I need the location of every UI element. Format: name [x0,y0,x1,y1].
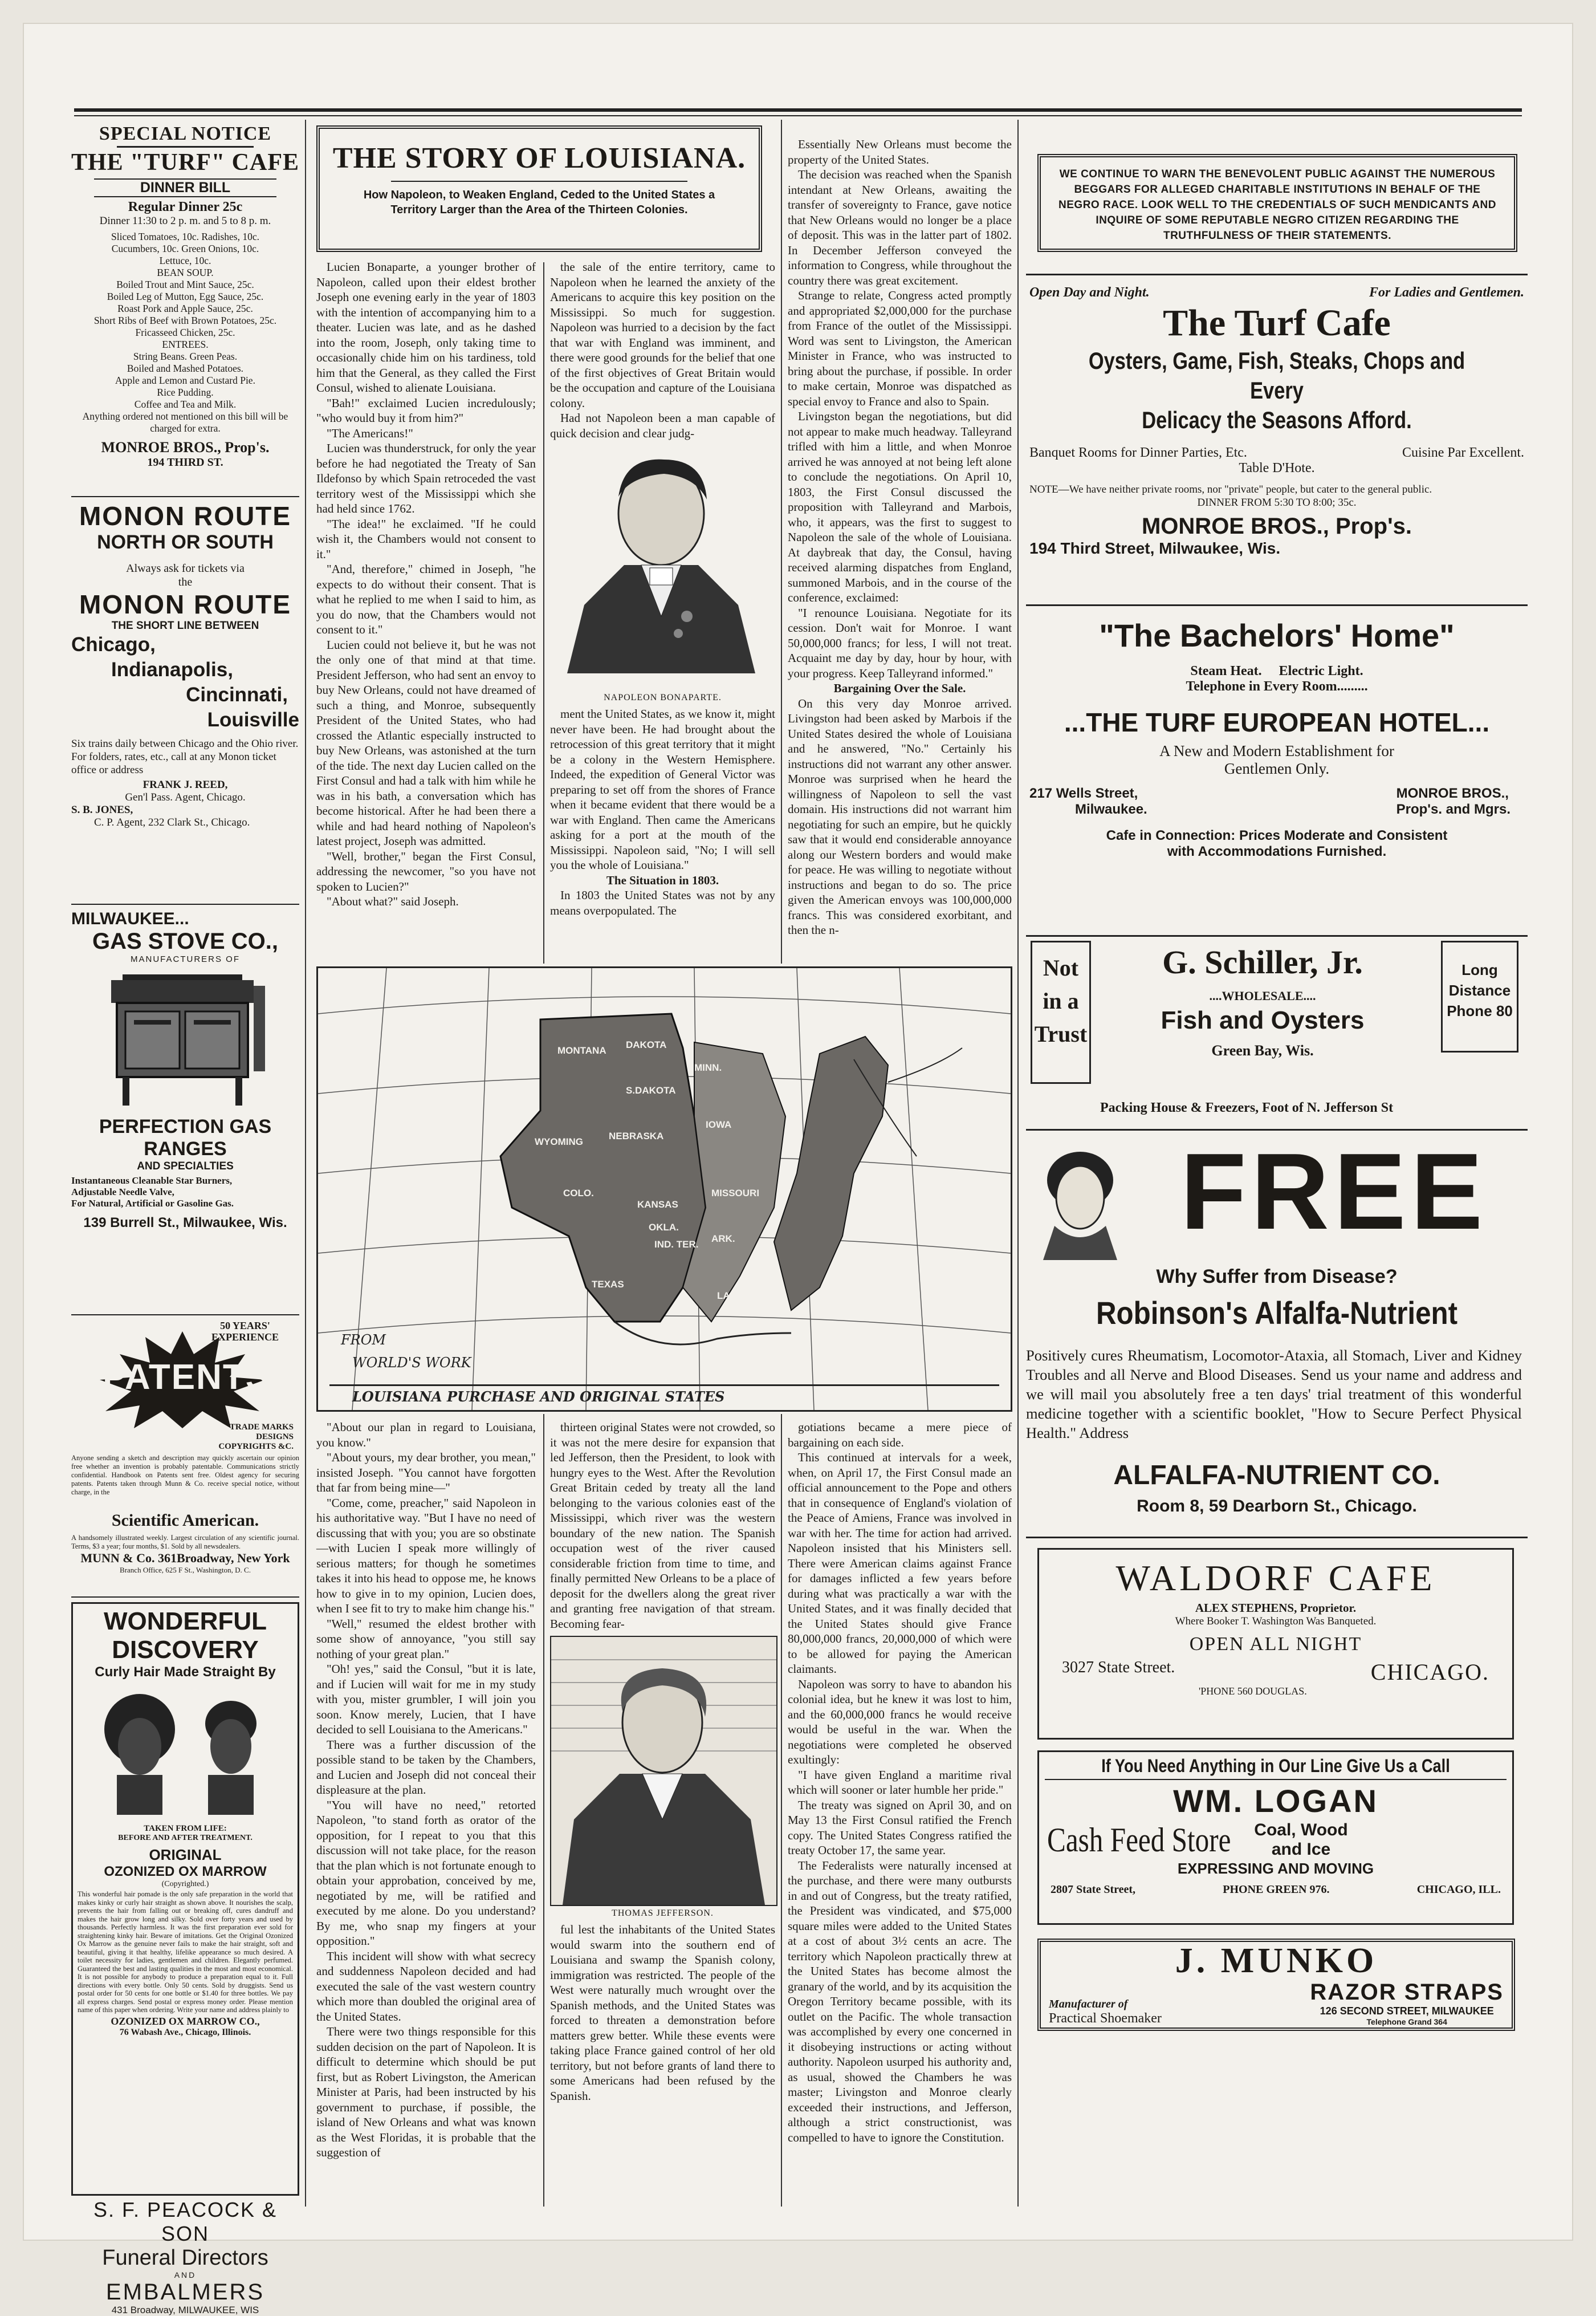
turf-cafe-dinner-ad [71,120,299,490]
svg-text:MINN.: MINN. [694,1062,722,1073]
turf-cafe-title: The Turf Cafe [1163,302,1391,344]
story-paragraph: "I renounce Louisiana. Negotiate for its cession. Don't wait for Monroe. I want 50,000,000 francs; for less, I will not treat. Acquaint me day by day, hour by hour, with your progress. Keep Talleyrand informed." [788,606,1012,680]
svg-text:DAKOTA: DAKOTA [626,1039,667,1050]
story-paragraph: "The Americans!" [327,426,413,440]
map-caption: LOUISIANA PURCHASE AND ORIGINAL STATES [352,1388,725,1405]
story-column-1 [316,259,536,958]
svg-text:IOWA: IOWA [706,1119,732,1130]
svg-text:WYOMING: WYOMING [535,1136,583,1147]
story-paragraph: The decision was reached when the Spanish intendant at New Orleans, awaiting the transfer of sovereignty to France, gave notice that New Orleans would no longer be a place of deposit. This was in the latter part of 1802. In December Jefferson conveyed the information to Congress, while throughout the country there was great excitement. [788,168,1012,287]
turf-proprietor: MONROE BROS., Prop's. [101,439,270,456]
jefferson-caption: THOMAS JEFFERSON. [612,1908,714,1918]
menu-item: Boiled Leg of Mutton, Egg Sauce, 25c. [107,291,264,302]
story-paragraph: gotiations became a mere piece of bargaining on each side. [788,1420,1012,1449]
masthead-rule-thin [74,115,1522,116]
story-paragraph: "Well, brother," began the First Consul, addressing the newcomer, "so you have not spoken to Lucien?" [316,849,536,893]
before-after-portraits [94,1684,276,1821]
story-paragraph: "Come, come, preacher," said Napoleon in his authoritative way. "But I have no need of discussing that with you; you are so obstinate—with Lucien I speak more willingly of serious matters; for though he sometimes takes it into his head to oppose me, he knows how to give in to my opinion, Lucien does, when I see fit to try to make him change his." [316,1496,536,1615]
perfection-gas-ranges: PERFECTION GAS RANGES [99,1116,272,1160]
bachelors-home-ad: "The Bachelors' Home" Steam Heat. Electric Light. Telephone in Every Room......... ...THE TURF EUROPEAN HOTEL... A New and Modern Establishment for Gentlemen Only. 217 Wells Street, Milwaukee. MONROE BROS., Prop's. and Mgrs. Cafe in Connection: Prices Moderate and Consistent with Accommodations Furnished. [1029,617,1510,859]
svg-text:IND. TER.: IND. TER. [654,1239,699,1250]
svg-text:LA.: LA. [717,1290,733,1301]
masthead-rule [74,108,1522,112]
map-source: WORLD'S WORK [352,1355,471,1371]
story-paragraph: Lucien Bonaparte, a younger brother of Napoleon, called upon their eldest brother Joseph one evening early in the year of 1803 with the intention of accompanying him to a theater. Lucien was late, and as he dashed into the room, Joseph, only taking time to occasionally chide him on his tardiness, told him that the General, as they called the First Consul, wished to alienate Louisiana. [316,260,536,395]
story-paragraph: The Federalists were naturally incensed at the purchase, and there were many outbursts in and out of Congress, but the treaty ratified, the President was vindicated, and $75,000 square miles were added to the United States at a cost of about 3½ cents an acre. The territory which Napoleon practically threw at the United States has become almost the granary of the world, and by its acquisition the Oregon Territory became possible, with its outlet on the Pacific. The whole transaction was accomplished by every one concerned in it disobeying instructions or acting without authority. Napoleon usurped his authority and, as usual, showed the Chambers he was master; Livingston and Monroe clearly exceeded their instructions, and Jefferson, although a strict constructionist, was compelled to have to ignore the Constitution. [788,1858,1012,2144]
napoleon-portrait [550,445,775,690]
turf-cafe-name: THE "TURF" CAFE [71,149,299,176]
monon-cities: Chicago, Indianapolis, Cincinnati, Louisville [71,633,299,731]
jefferson-portrait [550,1636,777,1906]
gas-range-illustration [100,969,271,1111]
story-paragraph: Napoleon was sorry to have to abandon his colonial idea, but he knew it was lost to him, and the 60,000,000 francs he would receive would be useful in the war. When the negotiations were completed he observed exultingly: [788,1677,1012,1766]
story-paragraph: "About what?" said Joseph. [327,895,459,908]
long-distance-box: Long Distance Phone 80 [1441,941,1518,1053]
dinner-bill: DINNER BILL [94,178,276,197]
menu-item: Boiled and Mashed Potatoes. [127,363,244,374]
story-lower-column-1 [316,1420,536,2207]
special-notice: SPECIAL NOTICE [99,123,272,144]
svg-text:OKLA.: OKLA. [649,1222,679,1233]
story-paragraph: This incident will show with what secrecy and suddenness Napoleon decided and had executed the sale of the vast western country which more than doubled the original area of the United States. [316,1949,536,2024]
story-subtitle: How Napoleon, to Weaken England, Ceded to the United States a Territory Larger than the Area of the Thirteen Colonies. [363,189,715,216]
louisiana-purchase-map [316,966,1012,1412]
svg-text:ARK.: ARK. [711,1233,735,1244]
story-paragraph: This continued at intervals for a week, when, on April 17, the First Consul made an official announcement to the Pope and others that in consequence of England's violation of the Peace of Amiens, France was involved in war with her. The time for action had arrived. Napoleon insisted that his Ministers sell. There were American claims against France for damages inflicted a few years before during what was practically a war with the United States, and it was finally decided that the United States should give France 80,000,000 francs, 20,000,000 of which were to be allowed for paying the American claimants. [788,1450,1012,1676]
story-paragraph: the sale of the entire territory, came to Napoleon when he learned the anxiety of the Americans to acquire this key position on the Mississippi. So much for suggestion. Napoleon was hurried to a decision by the fact that war with England was imminent, and there were good grounds for the belief that one of the first objectives of Great Britain would be the occupation and capture of the Louisiana colony. [550,260,775,410]
story-paragraph: Livingston began the negotiations, but did not appear to make much headway. Talleyrand trifled with him a little, and when Monroe arrived he was annoyed at not being left alone to conclude the negotiations. On April 10, 1803, the First Consul discussed the proposition with Talleyrand and Marbois, who, it appears, was the first to suggest to Napoleon the sale of the whole of Louisiana. At daybreak that day, the Consul, having received alarming dispatches from England, summoned Marbois, and in the course of the conference, exclaimed: [788,409,1012,604]
column-rule [543,1414,544,2207]
svg-text:COLO.: COLO. [563,1188,594,1198]
story-paragraph: "And, therefore," chimed in Joseph, "he expects to do without their consent. That is what he replied to me when I said to him, as you do now, that the Chambers would not consent to it." [316,562,536,636]
monon-title: MONON ROUTE [79,501,292,531]
story-paragraph: thirteen original States were not crowded, so it was not the mere desire for expansion that led Jefferson, then the President, to look with hungry eyes to the West. After the Revolution Great Britain ceded by treaty all the land belonging to the various colonies east of the Mississippi, which river was the western boundary of the new nation. The Spanish occupation west of the river caused considerable friction from time to time, and finally permitted New Orleans to be a place of deposit for the dwellers along the great river and granting free navigation of that stream. Becoming fear- [550,1420,775,1631]
wonderful-discovery-ad: WONDERFUL DISCOVERY Curly Hair Made Straight By TAKEN FROM LIFE: BEFORE AND AFTER TREATMENT. ORIGINAL OZONIZED OX MARROW (Copyrighted.) This wonderful hair pomade is the only safe preparation in the world that makes kinky or curly hair straight as shown above. It nourishes the scalp, prevents the hair from falling out or breaking off, cures dandruff and makes the hair grow long and silky. Sold over forty years and used by thousands. Perfectly harmless. It was the first preparation ever sold for straightening kinky hair. Beware of imitations. Get the Original Ozonized Ox Marrow as the genuine never fails to make the hair straight, soft and beautiful, giving it that healthy, lifelike appearance so much desired. A toilet necessity for ladies, gentlemen and children. Elegantly perfumed. Guaranteed the best and lasting qualities in the most and most economical. It is not possible for anybody to produce a preparation equal to it. Full directions with every bottle. Only 50 cents. Sold by druggists. Send us postal order for 50 cents for one bottle or $1.40 for three bottles. We pay all express charges. Send postal or express money order. Please mention name of this paper when ordering. Write your name and address plainly to OZONIZED OX MARROW CO., 76 Wabash Ave., Chicago, Illinois. [71,1602,299,2196]
story-lower-column-3 [788,1420,1012,2207]
munko-razor-ad: J. MUNKO Manufacturer of Practical Shoemaker RAZOR STRAPS 126 SECOND STREET, MILWAUKEE Telephone Grand 364 [1037,1939,1515,2031]
story-paragraph: "You will have no need," retorted Napoleon, "to stand forth as orator of the opposition, for I repeat to you that this discussion will not take place, for the reason that the plan which is not fortunate enough to obtain your approbation, conceived by me, negotiated by me, will be ratified and executed by me alone. Do you understand? By me, who snap my fingers at your opposition." [316,1798,536,1948]
menu-item: Lettuce, 10c. [159,255,211,266]
patents-ad-footer: A handsomely illustrated weekly. Largest circulation of any scientific journal. Terms, $3 a year; four months, $1. Sold by all newsdealers. MUNN & Co. 361Broadway, New York Branch Office, 625 F St., Washington, D. C. [71,1534,299,1574]
svg-text:MISSOURI: MISSOURI [711,1188,760,1198]
story-paragraph: Lucien was thunderstruck, for only the year before he had negotiated the Treaty of San Ildefonso by which Spain retroceded the vast territory west of the Mississippi which she had held since 1762. [316,441,536,515]
waldorf-cafe-ad: WALDORF CAFE ALEX STEPHENS, Proprietor. Where Booker T. Washington Was Banqueted. OPEN ALL NIGHT 3027 State Street. CHICAGO. 'PHONE 560 DOUGLAS. [1037,1548,1514,1740]
monon-short-line: THE SHORT LINE BETWEEN [111,620,259,632]
menu-item: BEAN SOUP. [157,267,214,278]
column-rule [1017,120,1019,2207]
monon-title-2: MONON ROUTE [79,590,292,619]
gas-stove-ad: MILWAUKEE... GAS STOVE CO., MANUFACTURERS OF PERFECTION GAS RANGES AND SPECIALTIES Instantaneous Cleanable Star Burners, Adjustable Needle Valve, For Natural, Artificial or Gasoline Gas. 139 Burrell St., Milwaukee, Wis. [71,909,299,1309]
story-paragraph: Had not Napoleon been a man capable of quick decision and clear judg- [550,411,775,440]
patents-title: PATENTS [103,1358,271,1397]
story-paragraph: "About our plan in regard to Louisiana, you know." [316,1420,536,1449]
column-rule [543,262,544,964]
monon-ask: Always ask for tickets via the [126,562,245,588]
patents-ad: 50 YEARS' EXPERIENCE PATENTS TRADE MARKS DESIGNS COPYRIGHTS &C. Anyone sending a sketch and description may quickly ascertain our opinion free whether an invention is probably patentable. Communications strictly confidential. Handbook on Patents sent free. Oldest agency for securing patents. Patents taken through Munn & Co. receive special notice, without charge, in the Scientific American. [71,1320,299,1530]
left-ads-column [71,120,299,2315]
svg-text:MONTANA: MONTANA [557,1045,606,1056]
menu-item: Fricasseed Chicken, 25c. [135,327,235,338]
monon-subtitle: NORTH OR SOUTH [97,531,274,553]
story-paragraph: "The idea!" he exclaimed. "If he could wish it, the Chambers would not consent to it." [316,517,536,561]
story-paragraph: "Well," resumed the eldest brother with some show of annoyance, "you still say nothing of your great plan." [316,1616,536,1661]
monon-route-ad: MONON ROUTE NORTH OR SOUTH Always ask for tickets via the MONON ROUTE THE SHORT LINE BETWEEN Chicago, Indianapolis, Cincinnati, Louisville Six trains daily between Chicago and the Ohio river. For folders, rates, etc., call at any Monon ticket office or address FRANK J. REED, Gen'l Pass. Agent, Chicago. S. B. JONES, C. P. Agent, 232 Clark St., Chicago. [71,501,299,828]
menu-item: String Beans. Green Peas. [133,351,238,362]
menu-item: Roast Pork and Apple Sauce, 25c. [117,303,253,314]
regular-dinner: Regular Dinner 25c [128,200,243,214]
story-paragraph: "Oh! yes," said the Consul, "but it is late, and if Lucien will wait for me in my study with you, mister grumbler, I will join you soon. Know merely, Lucien, that I have decided to sell Louisiana to the Americans." [316,1662,536,1736]
menu-item: Apple and Lemon and Custard Pie. [115,375,255,386]
logan-feed-ad: If You Need Anything in Our Line Give Us a Call WM. LOGAN Cash Feed Store Coal, Wood and Ice EXPRESSING AND MOVING 2807 State Street, PHONE GREEN 976. CHICAGO, ILL. [1037,1750,1514,1925]
menu-item: ENTREES. [162,339,209,350]
story-paragraph: ment the United States, as we know it, might never have been. He had brought about the retrocession of this great territory that it might be a colony in the Western Hemisphere. Indeed, the expedition of General Victor was preparing to set off from the shores of France when it became evident that there would be a war with England. Then came the Americans asking for a port at the mouth of the Mississippi. Napoleon said, "No; I will sell you the whole of Louisiana." [550,707,775,872]
right-ads-column [1026,120,1528,2218]
menu-item: Short Ribs of Beef with Brown Potatoes, 25c. [93,315,277,326]
story-title: THE STORY OF LOUISIANA. [332,142,746,174]
scientific-american: Scientific American. [111,1511,259,1530]
not-in-trust-box: Not in a Trust [1031,941,1091,1084]
column-rule [781,1414,782,2207]
menu-item: Cucumbers, 10c. Green Onions, 10c. [111,243,259,254]
story-headline-box [316,125,762,252]
story-paragraph: The treaty was signed on April 30, and on May 13 the First Consul ratified the French copy. The United States Congress ratified the treaty October 17, the same year. [788,1798,1012,1857]
menu-list [71,231,299,434]
turf-cafe-ad: Open Day and Night. For Ladies and Gentlemen. The Turf Cafe Oysters, Game, Fish, Steaks, Chops and Every Delicacy the Seasons Afford. Banquet Rooms for Dinner Parties, Etc. Cuisine Par Excellent. Table D'Hote. NOTE—We have neither private rooms, nor "private" people, but cater to the general public. DINNER FROM 5:30 TO 8:00; 35c. MONROE BROS., Prop's. 194 Third Street, Milwaukee, Wis. [1026,285,1528,684]
column-rule [781,120,782,964]
warning-notice: WE CONTINUE TO WARN THE BENEVOLENT PUBLIC AGAINST THE NUMEROUS BEGGARS FOR ALLEGED CHARITABLE INSTITUTIONS IN BEHALF OF THE NEGRO RACE. LOOK WELL TO THE CREDENTIALS OF SUCH MENDICANTS AND INQUIRE OF SOME REPUTABLE NEGRO CITIZEN REGARDING THE TRUTHFULNESS OF THEIR STATEMENTS. [1037,154,1517,252]
dinner-hours: Dinner 11:30 to 2 p. m. and 5 to 8 p. m. [99,215,271,227]
turf-address: 194 THIRD ST. [147,456,223,469]
story-paragraph: "Bah!" exclaimed Lucien incredulously; "who would buy it from him?" [316,396,536,425]
woman-portrait [1032,1140,1129,1260]
menu-item: Coffee and Tea and Milk. [134,399,237,410]
story-paragraph: There was a further discussion of the possible stand to be taken by the Chambers, and Lucien and Joseph did not conceal their displeasure at the plan. [316,1737,536,1797]
map-from: FROM [341,1332,386,1348]
menu-item: Boiled Trout and Mint Sauce, 25c. [116,279,254,290]
alfalfa-ad: FREE Why Suffer from Disease? Robinson's Alfalfa-Nutrient Positively cures Rheumatism, Locomotor-Ataxia, all Stomach, Liver and Kidney Troubles and all Nerve and Blood Diseases. Send us your name and address and we will mail you absolutely free a ten days' trial treatment of this wonderful medicine together with a scientific booklet, "How to Secure Perfect Physical Health." Address ALFALFA-NUTRIENT CO. Room 8, 59 Dearborn St., Chicago. [1026,1131,1522,1515]
column-rule [305,120,306,2207]
story-lower-column-2 [550,1420,775,2207]
menu-item: Sliced Tomatoes, 10c. Radishes, 10c. [111,231,259,242]
napoleon-caption: NAPOLEON BONAPARTE. [604,693,722,702]
svg-text:S.DAKOTA: S.DAKOTA [626,1085,676,1096]
story-paragraph: On this very day Monroe arrived. Livingston had been asked by Marbois if the United States desired the whole of Louisiana and he answered, "No." Certainly his instructions did not warrant any other answer. Monroe was surprised when he heard the willingness of Napoleon to sell the vast domain. His instructions did not warrant him negotiating for such an empire, but he quickly saw that it would end considerable annoyance along our Western borders and would make for peace. He was willing to negotiate without instructions and began to do so. The price given the American envoys was 100,000,000 francs. This was considered exorbitant, and then the n- [788,696,1012,937]
story-paragraph: There were two things responsible for this sudden decision on the part of Napoleon. It is difficult to determine which should be put first, but as Robert Livingston, the American Minister at Paris, had been instructed by his government to purchase, if possible, the island of New Orleans and what was known as the West Floridas, it is probable that the suggestion of [316,2025,536,2159]
menu-item: Anything ordered not mentioned on this bill will be charged for extra. [82,411,288,434]
svg-text:IDAHO: IDAHO [506,1079,538,1090]
schiller-fish-ad: Not in a Trust G. Schiller, Jr. ....WHOLESALE.... Fish and Oysters Green Bay, Wis. Long Distance Phone 80 Packing House & Freezers, Foot of N. Jefferson St [1026,941,1528,1169]
newspaper-page [23,23,1573,2315]
peacock-funeral-ad: S. F. PEACOCK & SON Funeral Directors AND EMBALMERS 431 Broadway, MILWAUKEE, WIS [93,2198,278,2315]
map-svg [318,968,1011,1410]
story-column-3: Essentially New Orleans must become the property of the United States. The decision was reached when the Spanish intendant at New Orleans, awaiting the transfer of sovereignty to France, gave notice that New Orleans would no longer be a place of deposit. This was in the latter part of 1802. In December Jefferson conveyed the information to Congress, while throughout the country there was great excitement. Strange to relate, Congress acted promptly and appropriated $2,000,000 for the purchase from France of the outlet of the Mississippi. Word was sent to Livingston, the American Minister in France, who was instructed to bring about the purchase, if possible. In order to make certain, Monroe was dispatched as special envoy to France and also to Spain. Livingston began the negotiations, but did not appear to make much headway. Talleyrand trifled with him a little, and when Monroe arrived he was annoyed at not being left alone to conclude the negotiations. On April 10, 1803, the First Consul discussed the proposition with Talleyrand and Marbois, who, it appears, was the first to suggest to Napoleon the sale of the whole of Louisiana. At daybreak that day, the Consul, having received alarming dispatches from England, summoned Marbois, and in the course of the conference, exclaimed: "I renounce Louisiana. Negotiate for its cession. Don't wait for Monroe. I want 50,000,000 francs; for less, I will not treat. Acquaint me day by day, hour by hour, with your progress. Keep Talleyrand informed." Bargaining Over the Sale. On this very day Monroe arrived. Livingston had been asked by Marbois if the United States desired the whole of Louisiana and he answered, "No." Certainly his instructions did not warrant any other answer. Monroe was surprised when he heard the willingness of Napoleon to sell the vast domain. His instructions did not warrant him negotiating for such an empire, but he quickly saw that it would end considerable annoyance along our Western borders and would make for peace. He was willing to negotiate without instructions and began to do so. The price given the American envoys was 100,000,000 francs. This was considered exorbitant, and then the n- [788,137,1012,937]
story-paragraph: Lucien could not believe it, but he was not the only one of that mind at that time. President Jefferson, who had sent an envoy to buy New Orleans, could not have dreamed of such a thing, and Monroe, subsequently President of the United States, who had crossed the Atlantic especially instructed to buy New Orleans, was astonished at the turn of the tide. The next day Lucien called on the First Consul and had a talk with him while he was in his bath, a conversation which has become historical. After he had been there a while and had heard nothing of Napoleon's latest project, Joseph was admitted. [316,637,536,848]
story-paragraph: ful lest the inhabitants of the United States would swarm into the southern end of Louisiana and swamp the Spanish colony, immigration was restricted. The people of the West were naturally much wrought over the Spanish methods, and the United States was forced to threaten a demonstration before matters grew better. While these events were taking place France gained control of her old territory, but not before grants of land there to some Americans had been refused by the Spanish. [550,1923,775,2103]
svg-text:NEBRASKA: NEBRASKA [609,1131,664,1141]
story-paragraph: Essentially New Orleans must become the property of the United States. [788,137,1012,166]
story-column-2: the sale of the entire territory, came to Napoleon when he learned the anxiety of the Americans to acquire this key position on the Mississippi. So much for suggestion. Napoleon was hurried to a decision by the fact that war with England was imminent, and there were good grounds for the belief that one of the first objectives of Great Britain would be the occupation and capture of the Louisiana colony. Had not Napoleon been a man capable of quick decision and clear judg- NAPOLEON BONAPARTE. ment the United States, as we know it, might never have been. He had brought about the retrocession of this great territory that it might be a colony in the Western Hemisphere. Indeed, the expedition of General Victor was preparing to set off from the shores of France when it became evident that there would be a war with England. Then came the Americans asking for a port at the mouth of the Mississippi. Napoleon said, "No; I will sell you the whole of Louisiana." The Situation in 1803. In 1803 the United States was not by any means overpopulated. The [550,260,775,917]
svg-text:KANSAS: KANSAS [637,1199,678,1210]
svg-text:TEXAS: TEXAS [592,1279,624,1290]
story-paragraph: "About yours, my dear brother, you mean," insisted Joseph. "You cannot have forgotten that far from being mine—" [316,1450,536,1494]
menu-item: Rice Pudding. [157,387,214,398]
story-paragraph: Strange to relate, Congress acted promptly and appropriated $2,000,000 for the purchase from France of the outlet of the Mississippi. Word was sent to Livingston, the American Minister in France, who was instructed to bring about the purchase, if possible. In order to make certain, Monroe was dispatched as special envoy to France and also to Spain. [788,289,1012,408]
story-paragraph: "I have given England a maritime rival which will sooner or later humble her pride." [788,1768,1012,1797]
